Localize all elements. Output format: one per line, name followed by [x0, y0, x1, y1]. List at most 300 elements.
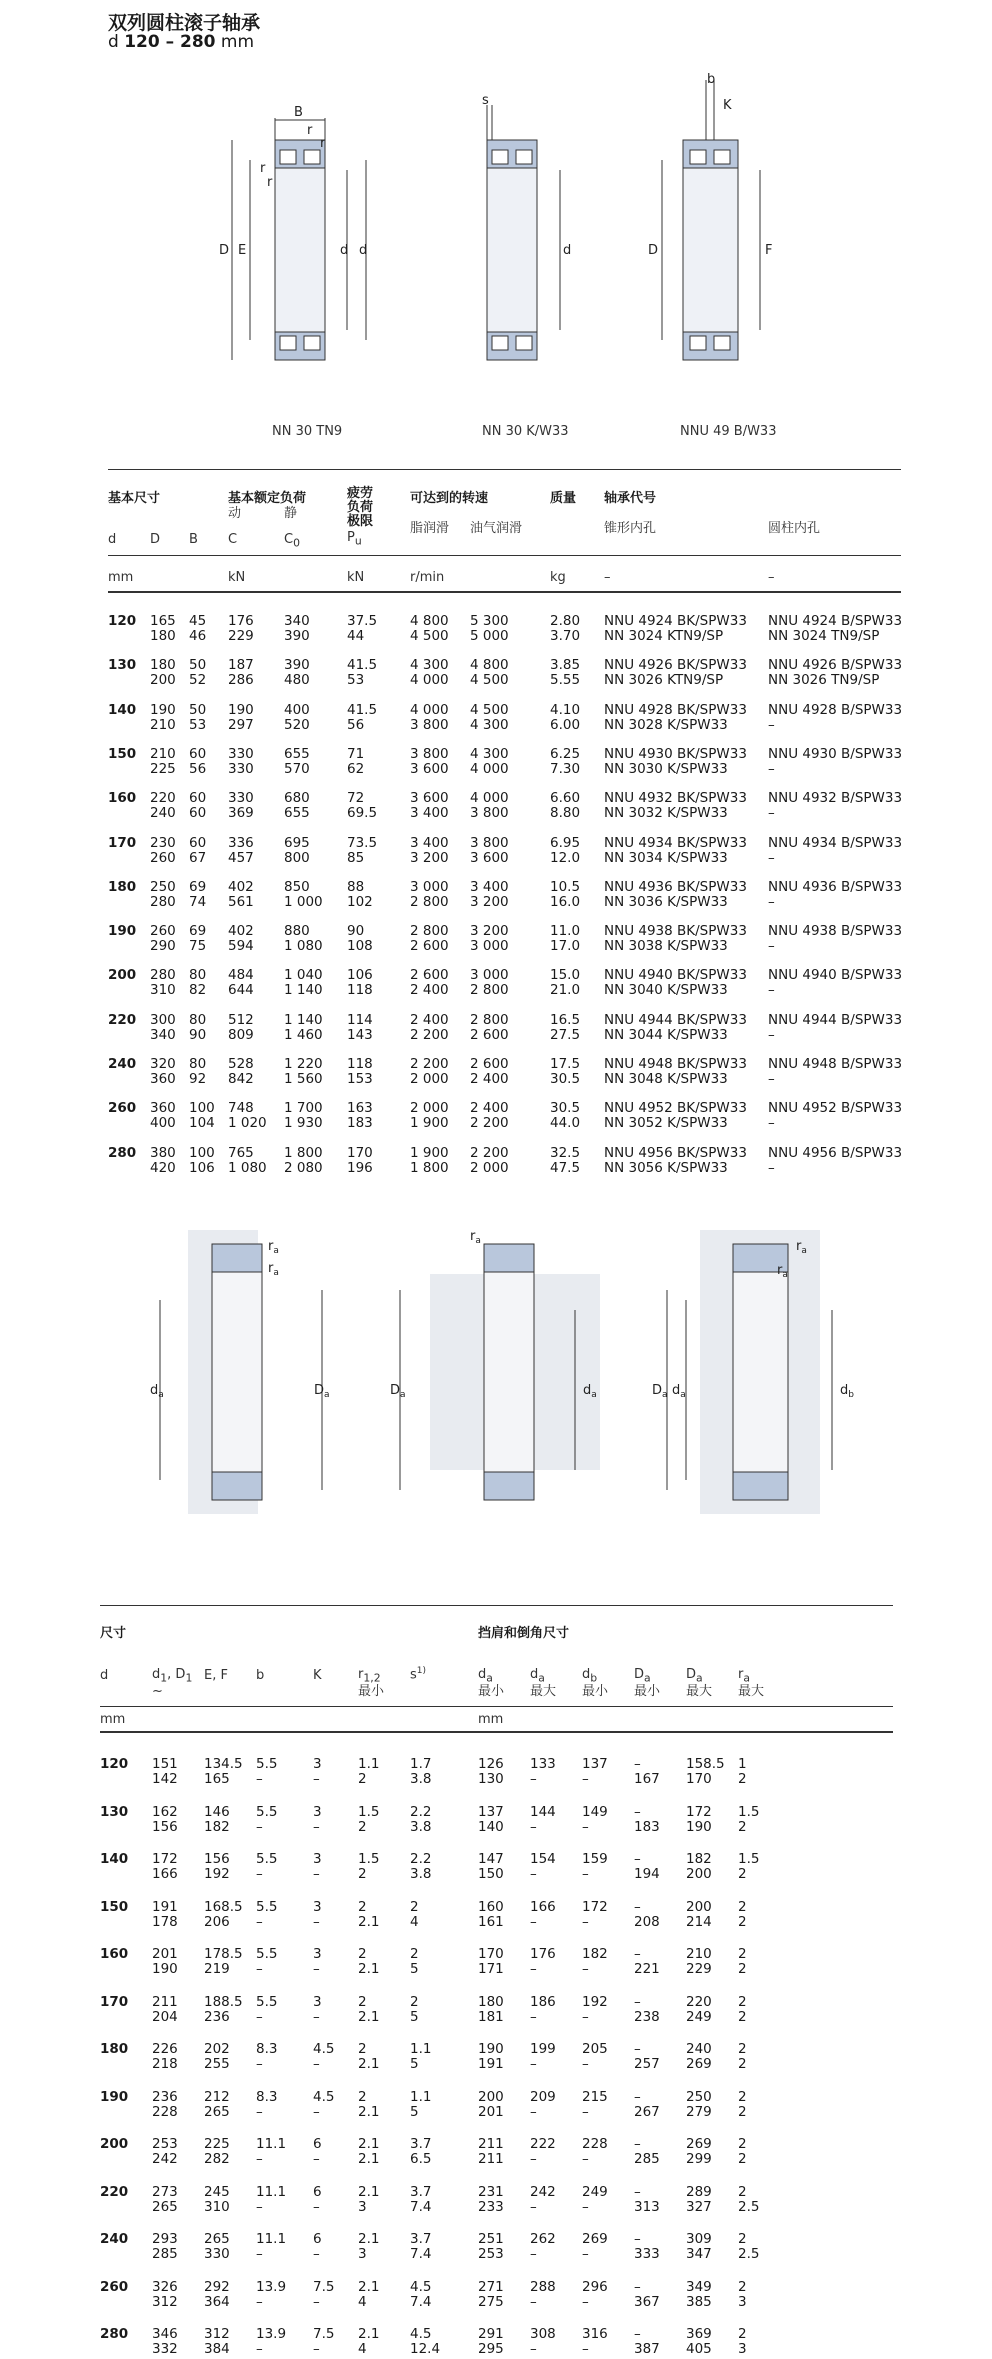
t1-row-5-Pu-0: 73.5: [347, 834, 378, 851]
t2-row-7-b: [256, 2090, 277, 2120]
t2-row-12-d1-1: 332: [152, 2341, 178, 2357]
t1-row-0-D-0: 165: [150, 613, 176, 629]
t2-row-5-r12-0: 2: [358, 1993, 367, 2010]
t2-row-9-s-0: 3.7: [410, 2183, 432, 2200]
t2-row-9-ra-1: 2.5: [738, 2198, 760, 2215]
t2-row-6-b-0: 8.3: [256, 2041, 278, 2057]
t2-row-7-s-1: 5: [410, 2103, 419, 2120]
t1-h-load: 基本额定负荷: [228, 491, 307, 506]
t2-row-0-ra-1: 2: [738, 1771, 747, 1787]
t1-row-11-grease-0: 2 000: [410, 1100, 449, 1117]
t2-row-2-da_min-0: 147: [478, 1851, 504, 1867]
t2-row-10-da_min-0: 251: [478, 2231, 504, 2247]
t2-row-3-K-0: 3: [313, 1898, 322, 1915]
t2-row-3-Da_min-1: 208: [634, 1913, 660, 1930]
t1-row-9-Pu-1: 143: [347, 1026, 373, 1043]
t1-row-0-cyl-1: NN 3024 TN9/SP: [768, 628, 880, 644]
t1-row-10-D-1: 360: [150, 1071, 176, 1087]
t2-row-9-K: [313, 2185, 322, 2215]
t2-row-9-d1-0: 273: [152, 2183, 178, 2200]
t2-row-10-b-1: –: [256, 2246, 263, 2262]
t2-row-7-Da_min: [634, 2090, 660, 2120]
t2-row-4-EF: [204, 1947, 243, 1977]
t1-row-8-grease: [410, 968, 449, 998]
t2-row-0-r12: [358, 1757, 379, 1787]
t1-row-2-C0: [284, 703, 310, 733]
t2-row-12-Da_min: [634, 2327, 660, 2357]
t2-row-8-EF-0: 225: [204, 2136, 230, 2152]
t2-row-7-Da_min-0: –: [634, 2088, 641, 2105]
t1-row-2-D: [150, 703, 176, 733]
t2-row-9-Da_max-1: 327: [686, 2198, 712, 2215]
t1-row-10-B-0: 80: [189, 1056, 207, 1072]
t1-row-3-Pu-1: 62: [347, 760, 365, 777]
t2-row-7-K-1: –: [313, 2103, 320, 2120]
t2-row-0-b-1: –: [256, 1771, 263, 1787]
t2-row-8-d1: [152, 2137, 178, 2167]
t2-row-11-da_min-0: 271: [478, 2278, 504, 2295]
t1-row-8-B: [189, 968, 206, 998]
t2-row-0-db_min: [582, 1757, 608, 1787]
t1-row-2-oil: [470, 703, 509, 733]
t2-row-5-da_min-1: 181: [478, 2008, 504, 2025]
t2-row-4-ra: [738, 1947, 747, 1977]
label-b: b: [707, 72, 716, 87]
t2-row-1-ra: [738, 1805, 759, 1835]
t1-row-4-taper-0: NNU 4932 BK/SPW33: [604, 790, 747, 807]
t1-row-11-oil: [470, 1101, 509, 1131]
t1-row-3-D-1: 225: [150, 760, 176, 777]
t2-row-6-r12: [358, 2042, 379, 2072]
t1-row-10-cyl-1: –: [768, 1071, 775, 1087]
t2-row-4-da_min: [478, 1947, 504, 1977]
t1-row-10-Pu-0: 118: [347, 1056, 373, 1072]
t1-row-6-C: [228, 880, 254, 910]
t1-row-5-Pu-1: 85: [347, 849, 365, 866]
t1-row-7-C-0: 402: [228, 923, 254, 940]
t2-row-2-b-1: –: [256, 1866, 263, 1882]
t1-row-10-grease-1: 2 000: [410, 1071, 449, 1087]
t2-row-11-da_max-1: –: [530, 2293, 537, 2310]
t2-row-5-EF: [204, 1995, 243, 2025]
t1-row-8-C: [228, 968, 254, 998]
t1-row-3-mass-1: 7.30: [550, 760, 581, 777]
t1-row-10-Pu: [347, 1057, 373, 1087]
t2-row-7-d1: [152, 2090, 178, 2120]
t1-row-9-B: [189, 1013, 206, 1043]
t2-row-2-db_min: [582, 1852, 608, 1882]
t1-row-11-cyl-1: –: [768, 1115, 775, 1132]
t2-row-12-b-0: 13.9: [256, 2326, 287, 2342]
t2-row-5-K: [313, 1995, 322, 2025]
t2-row-12-r12-1: 4: [358, 2341, 367, 2357]
t1-row-11-B-1: 104: [189, 1115, 215, 1132]
t2-sym-d1D1: $d_1$, $D_1$ ~: [152, 1667, 193, 1699]
t2-row-9-d1-1: 265: [152, 2198, 178, 2215]
t1-row-3-cyl-1: –: [768, 760, 775, 777]
t2-row-9-Da_max-0: 289: [686, 2183, 712, 2200]
t1-row-0-C: [228, 614, 254, 644]
t1-row-7-B: [189, 924, 206, 954]
t2-row-6-K-0: 4.5: [313, 2041, 335, 2057]
t1-row-6-oil-0: 3 400: [470, 878, 509, 895]
t1-row-1-d: 130: [108, 657, 137, 674]
t1-row-8-mass: [550, 968, 580, 998]
t2-row-5-da_max-1: –: [530, 2008, 537, 2025]
t1-row-9-grease: [410, 1013, 449, 1043]
t1-unit-mm: mm: [108, 570, 134, 585]
t2-row-2-b-0: 5.5: [256, 1851, 278, 1867]
t2-row-0-EF-0: 134.5: [204, 1756, 243, 1772]
t2-row-7-db_min-1: –: [582, 2103, 589, 2120]
t2-row-7-d: 190: [100, 2088, 129, 2105]
t2-row-1-Da_min-1: 183: [634, 1818, 660, 1835]
t2-row-4-da_max-1: –: [530, 1961, 537, 1977]
t2-row-1-d1-0: 162: [152, 1803, 178, 1820]
t1-row-1-cyl: [768, 658, 902, 688]
t1-row-9-oil-0: 2 800: [470, 1011, 509, 1028]
t2-row-12-b: [256, 2327, 286, 2357]
t2-row-10-K-0: 6: [313, 2231, 322, 2247]
t1-row-2-C-0: 190: [228, 701, 254, 718]
t2-row-8-ra-0: 2: [738, 2136, 747, 2152]
t1-row-12-C-1: 1 080: [228, 1159, 267, 1176]
t2-row-3-K: [313, 1900, 322, 1930]
t1-row-12-taper: [604, 1146, 747, 1176]
t2-row-6-d1-0: 226: [152, 2041, 178, 2057]
t1-row-6-grease-1: 2 800: [410, 893, 449, 910]
t2-row-10-Da_min: [634, 2232, 660, 2262]
t2-sym-Da-min: $D_a$ 最小: [634, 1667, 661, 1699]
t1-row-3-C-0: 330: [228, 745, 254, 762]
t1-row-10-C0: [284, 1057, 323, 1087]
t2-row-10-db_min: [582, 2232, 608, 2262]
t2-h-dim: 尺寸: [100, 1626, 127, 1641]
t2-row-8-r12-1: 2.1: [358, 2151, 380, 2167]
t1-row-3-grease-1: 3 600: [410, 760, 449, 777]
t2-row-8-d1-0: 253: [152, 2136, 178, 2152]
t2-row-0-r12-0: 1.1: [358, 1756, 380, 1772]
t1-row-1-C0-1: 480: [284, 672, 310, 689]
t1-row-12-cyl-1: –: [768, 1159, 775, 1176]
t2-row-12-r12: [358, 2327, 379, 2357]
t1-row-8-taper-1: NN 3040 K/SPW33: [604, 982, 728, 999]
t2-row-7-r12: [358, 2090, 379, 2120]
t2-row-2-K: [313, 1852, 322, 1882]
t1-sym-D: D: [150, 532, 161, 547]
t1-row-7-D: [150, 924, 176, 954]
t2-row-0-d1-1: 142: [152, 1771, 178, 1787]
t2-row-11-db_min: [582, 2280, 608, 2310]
t2-row-2-EF: [204, 1852, 230, 1882]
t1-row-3-d: 150: [108, 745, 137, 762]
t1-row-6-cyl-0: NNU 4936 B/SPW33: [768, 878, 903, 895]
t2-row-5-Da_min: [634, 1995, 660, 2025]
t1-row-0-taper: [604, 614, 747, 644]
t2-row-9-s-1: 7.4: [410, 2198, 432, 2215]
t1-row-11-B-0: 100: [189, 1100, 215, 1117]
label-D: D: [219, 243, 230, 258]
t1-row-7-Pu-1: 108: [347, 938, 373, 955]
t2-row-9-da_max: [530, 2185, 556, 2215]
t2-row-11-d1-1: 312: [152, 2293, 178, 2310]
t2-row-9-db_min-1: –: [582, 2198, 589, 2215]
label-K: K: [723, 98, 732, 113]
t1-row-4-cyl-0: NNU 4932 B/SPW33: [768, 790, 903, 807]
t2-row-1-Da_min: [634, 1805, 660, 1835]
t2-row-9-b-0: 11.1: [256, 2183, 287, 2200]
t2-row-12-Da_max-0: 369: [686, 2326, 712, 2342]
t1-row-2-taper: [604, 703, 747, 733]
t1-row-3-oil: [470, 747, 509, 777]
t1-row-5-d: 170: [108, 834, 137, 851]
t1-row-4-cyl: [768, 791, 902, 821]
t1-row-11-Pu-1: 183: [347, 1115, 373, 1132]
t2-row-11-Da_min: [634, 2280, 660, 2310]
t2-row-10-d1-1: 285: [152, 2246, 178, 2262]
t1-row-7-oil-1: 3 000: [470, 938, 509, 955]
t2-row-3-d1-0: 191: [152, 1898, 178, 1915]
t2-row-2-ra: [738, 1852, 759, 1882]
t2-row-4-EF-1: 219: [204, 1961, 230, 1977]
t1-h-fatigue: 疲劳 负荷 极限: [347, 486, 374, 529]
t1-row-2-B-0: 50: [189, 701, 207, 718]
t1-row-2-cyl-0: NNU 4928 B/SPW33: [768, 701, 903, 718]
t1-row-11-C0-0: 1 700: [284, 1100, 323, 1117]
t1-row-4-C: [228, 791, 254, 821]
t2-row-6-b-1: –: [256, 2056, 263, 2072]
t2-row-8-b-1: –: [256, 2151, 263, 2167]
t1-row-9-Pu-0: 114: [347, 1011, 373, 1028]
t1-row-12-mass-1: 47.5: [550, 1159, 581, 1176]
t2-row-1-db_min-0: 149: [582, 1803, 608, 1820]
t1-row-6-grease: [410, 880, 449, 910]
t1-row-10-C-0: 528: [228, 1056, 254, 1072]
t1-row-3-B-1: 56: [189, 760, 207, 777]
t1-row-1-oil-0: 4 800: [470, 657, 509, 674]
t1-row-2-cyl: [768, 703, 902, 733]
t1-row-7-C0-0: 880: [284, 923, 310, 940]
t1-row-0-taper-1: NN 3024 KTN9/SP: [604, 628, 724, 644]
mid-label-db: $d_b$: [840, 1383, 854, 1400]
t1-row-4-B-0: 60: [189, 790, 207, 807]
t1-row-4-d: 160: [108, 790, 137, 807]
t1-row-2-B: [189, 703, 206, 733]
t2-row-11-b-0: 13.9: [256, 2278, 287, 2295]
t1-row-7-cyl-0: NNU 4938 B/SPW33: [768, 923, 903, 940]
t2-row-10-EF-1: 330: [204, 2246, 230, 2262]
t1-row-4-Pu: [347, 791, 377, 821]
t1-row-12-C0-1: 2 080: [284, 1159, 323, 1176]
t2-row-1-s-1: 3.8: [410, 1818, 432, 1835]
t2-row-12-d1: [152, 2327, 178, 2357]
t2-row-8-s: [410, 2137, 431, 2167]
t1-row-10-D: [150, 1057, 176, 1087]
t1-row-5-grease-0: 3 400: [410, 834, 449, 851]
t2-row-2-Da_min-0: –: [634, 1851, 641, 1867]
t1-row-7-mass: [550, 924, 580, 954]
t1-row-11-oil-1: 2 200: [470, 1115, 509, 1132]
t2-row-5-K-1: –: [313, 2008, 320, 2025]
t2-row-3-d1-1: 178: [152, 1913, 178, 1930]
t1-row-4-oil: [470, 791, 509, 821]
t1-row-11-grease: [410, 1101, 449, 1131]
t2-row-6-db_min-0: 205: [582, 2041, 608, 2057]
t2-row-6-da_min-1: 191: [478, 2056, 504, 2072]
t1-row-8-C0-1: 1 140: [284, 982, 323, 999]
t1-row-9-taper-1: NN 3044 K/SPW33: [604, 1026, 728, 1043]
t1-row-4-C-1: 369: [228, 805, 254, 822]
t2-row-6-da_max-0: 199: [530, 2041, 556, 2057]
t2-row-8-db_min: [582, 2137, 608, 2167]
t2-row-9-Da_min: [634, 2185, 660, 2215]
t2-sym-EF: E, F: [204, 1668, 228, 1683]
t1-row-12-D-1: 420: [150, 1159, 176, 1176]
t1-row-3-C0-1: 570: [284, 760, 310, 777]
t2-row-1-K-1: –: [313, 1818, 320, 1835]
t1-row-0-mass: [550, 614, 580, 644]
t2-row-0-ra: [738, 1757, 747, 1787]
t2-row-9-da_max-0: 242: [530, 2183, 556, 2200]
t1-row-10-C0-1: 1 560: [284, 1071, 323, 1087]
t2-row-0-ra-0: 1: [738, 1756, 747, 1772]
t1-row-3-taper-0: NNU 4930 BK/SPW33: [604, 745, 747, 762]
t2-row-10-Da_max: [686, 2232, 712, 2262]
t2-row-2-Da_max: [686, 1852, 712, 1882]
t1-row-5-oil-1: 3 600: [470, 849, 509, 866]
t1-row-5-D: [150, 836, 176, 866]
t2-row-2-K-0: 3: [313, 1851, 322, 1867]
t1-row-9-grease-1: 2 200: [410, 1026, 449, 1043]
t1-row-4-mass: [550, 791, 580, 821]
t1-h-grease: 脂润滑: [410, 521, 450, 536]
t2-row-1-EF: [204, 1805, 230, 1835]
t2-row-1-Da_max: [686, 1805, 712, 1835]
t1-row-10-taper-0: NNU 4948 BK/SPW33: [604, 1056, 747, 1072]
t1-row-4-Pu-0: 72: [347, 790, 365, 807]
t2-row-9-d: 220: [100, 2183, 129, 2200]
t2-row-10-da_min-1: 253: [478, 2246, 504, 2262]
t1-row-1-grease-0: 4 300: [410, 657, 449, 674]
t2-row-6-b: [256, 2042, 277, 2072]
t2-row-1-da_max: [530, 1805, 556, 1835]
t1-row-2-mass: [550, 703, 580, 733]
t2-row-12-da_min: [478, 2327, 504, 2357]
t2-row-11-d1-0: 326: [152, 2278, 178, 2295]
t2-row-2-EF-0: 156: [204, 1851, 230, 1867]
t2-row-4-s-1: 5: [410, 1961, 419, 1977]
t1-row-8-oil-1: 2 800: [470, 982, 509, 999]
t2-row-3-da_max-1: –: [530, 1913, 537, 1930]
t2-row-4-Da_min: [634, 1947, 660, 1977]
t1-row-6-D: [150, 880, 176, 910]
t2-row-7-db_min-0: 215: [582, 2088, 608, 2105]
t2-row-4-s: [410, 1947, 419, 1977]
t1-row-11-C-1: 1 020: [228, 1115, 267, 1132]
t2-row-3-EF-1: 206: [204, 1913, 230, 1930]
t2-row-10-r12: [358, 2232, 379, 2262]
t2-row-12-ra-1: 3: [738, 2341, 747, 2357]
t1-row-9-C0-0: 1 140: [284, 1011, 323, 1028]
t2-row-8-db_min-1: –: [582, 2151, 589, 2167]
t1-row-12-cyl: [768, 1146, 902, 1176]
t2-row-3-r12-0: 2: [358, 1898, 367, 1915]
mid-label-Da-1: $D_a$: [314, 1383, 330, 1400]
t1-row-3-B-0: 60: [189, 745, 207, 762]
t1-row-8-C-0: 484: [228, 967, 254, 984]
t1-h-mass: 质量: [550, 491, 577, 506]
t2-row-3-da_min: [478, 1900, 504, 1930]
t2-row-8-s-0: 3.7: [410, 2136, 432, 2152]
t1-row-7-taper-0: NNU 4938 BK/SPW33: [604, 923, 747, 940]
t1-row-5-C: [228, 836, 254, 866]
t1-row-1-grease: [410, 658, 449, 688]
t2-row-11-Da_min-1: 367: [634, 2293, 660, 2310]
t2-row-4-b-1: –: [256, 1961, 263, 1977]
t1-row-11-oil-0: 2 400: [470, 1100, 509, 1117]
t2-row-9-EF-0: 245: [204, 2183, 230, 2200]
t2-row-1-K: [313, 1805, 322, 1835]
t2-row-7-b-0: 8.3: [256, 2088, 278, 2105]
t2-row-0-Da_min: [634, 1757, 660, 1787]
t2-row-5-da_max-0: 186: [530, 1993, 556, 2010]
t1-row-1-B-1: 52: [189, 672, 207, 689]
mid-label-ra-5: $r_a$: [777, 1263, 788, 1280]
t2-row-2-ra-1: 2: [738, 1866, 747, 1882]
t1-h-dynamic: 动: [228, 506, 242, 521]
t1-row-11-taper-0: NNU 4952 BK/SPW33: [604, 1100, 747, 1117]
t2-row-6-d: 180: [100, 2041, 129, 2057]
t1-row-3-grease-0: 3 800: [410, 745, 449, 762]
t2-row-8-da_min-0: 211: [478, 2136, 504, 2152]
t1-row-8-Pu-0: 106: [347, 967, 373, 984]
t2-row-7-da_max: [530, 2090, 556, 2120]
t2-row-9-db_min: [582, 2185, 608, 2215]
t1-row-12-oil: [470, 1146, 509, 1176]
t1-row-1-D: [150, 658, 176, 688]
t1-row-5-D-1: 260: [150, 849, 176, 866]
t1-row-0-C0-1: 390: [284, 628, 310, 644]
t1-row-7-grease-1: 2 600: [410, 938, 449, 955]
t1-row-12-C0: [284, 1146, 323, 1176]
label-r1-left: r: [260, 161, 266, 176]
t1-row-3-D-0: 210: [150, 745, 176, 762]
t1-row-10-C0-0: 1 220: [284, 1056, 323, 1072]
t1-row-10-mass-1: 30.5: [550, 1071, 581, 1087]
t1-row-9-cyl: [768, 1013, 902, 1043]
t2-row-5-Da_max-0: 220: [686, 1993, 712, 2010]
t1-row-9-cyl-0: NNU 4944 B/SPW33: [768, 1011, 903, 1028]
t1-h-designation: 轴承代号: [604, 491, 657, 506]
t2-row-12-s: [410, 2327, 440, 2357]
t1-row-11-Pu-0: 163: [347, 1100, 373, 1117]
t1-row-11-cyl: [768, 1101, 902, 1131]
t2-row-0-Da_max-0: 158.5: [686, 1756, 725, 1772]
table2-bottom-rule: [100, 1731, 893, 1733]
t1-row-3-C0: [284, 747, 310, 777]
t1-row-12-Pu: [347, 1146, 373, 1176]
t1-row-12-taper-0: NNU 4956 BK/SPW33: [604, 1144, 747, 1161]
t1-row-7-C0-1: 1 080: [284, 938, 323, 955]
t2-row-4-ra-0: 2: [738, 1946, 747, 1962]
t1-row-1-taper: [604, 658, 747, 688]
t2-row-2-K-1: –: [313, 1866, 320, 1882]
t1-row-10-oil: [470, 1057, 509, 1087]
t2-row-6-EF: [204, 2042, 230, 2072]
t2-row-7-Da_max-0: 250: [686, 2088, 712, 2105]
t2-row-4-da_max-0: 176: [530, 1946, 556, 1962]
t1-row-0-B-1: 46: [189, 628, 207, 644]
